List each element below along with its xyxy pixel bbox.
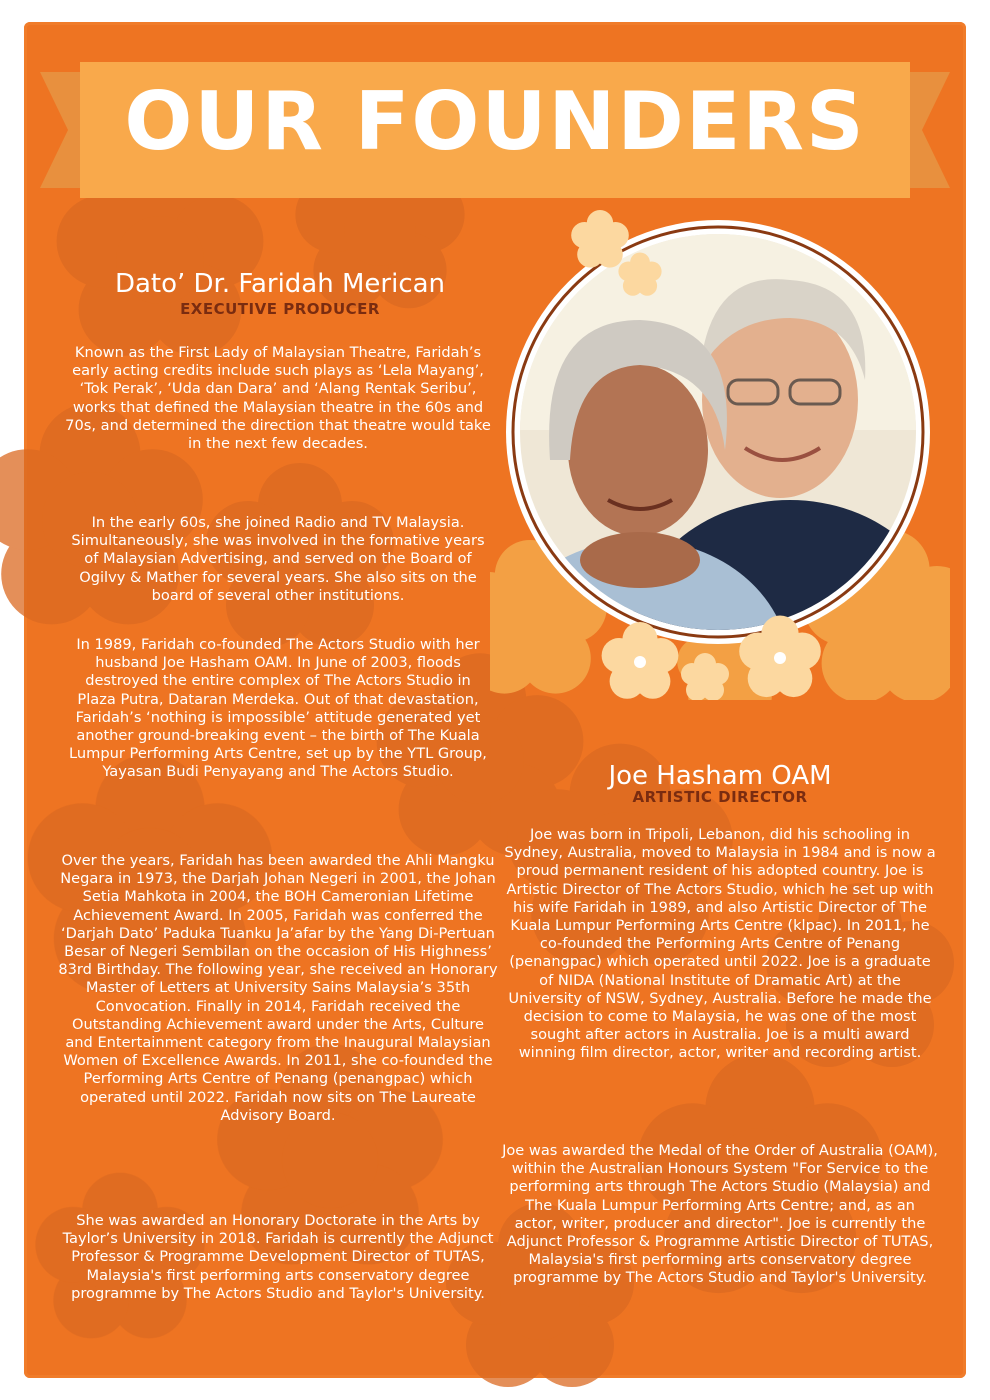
founder-1-role: EXECUTIVE PRODUCER — [180, 300, 380, 318]
founder-1-paragraph-5: She was awarded an Honorary Doctorate in the Arts by Taylor’s University in 2018. Faridah is currently the Adjunct Professor & Programme Development Director of TUTAS, Malaysia's first performing arts conservatory degree programme by The Actors Studio and Taylor's University. — [62, 1212, 494, 1302]
founder-1-paragraph-2: In the early 60s, she joined Radio and TV Malaysia. Simultaneously, she was involved in the formative years of Malaysian Advertising, and served on the Board of Ogilvy & Mather for several years. She also sits on the board of several other institutions. — [71, 514, 485, 604]
founder-2-paragraph-2: Joe was awarded the Medal of the Order of Australia (OAM), within the Australian Honours System "For Service to the performing arts through The Actors Studio (Malaysia) and The Kuala Lumpur Performing Arts Centre; and, as an actor, writer, producer and director". Joe is currently the Adjunct Professor & Programme Artistic Director of TUTAS, Malaysia's first performing arts conservatory degree programme by The Actors Studio and Taylor's University. — [502, 1142, 938, 1287]
founders-portrait-photo — [490, 200, 950, 700]
founder-1-name: Dato’ Dr. Faridah Merican — [114, 269, 446, 299]
founder-2-role: ARTISTIC DIRECTOR — [632, 788, 808, 806]
founder-1-paragraph-1: Known as the First Lady of Malaysian Theatre, Faridah’s early acting credits include such plays as ‘Lela Mayang’, ‘Tok Perak’, ‘Uda dan Dara’ and ‘Alang Rentak Seribu’, works that defined the Malaysian theatre in the 60s and 70s, and determined the direction that theatre would take in the next few decades. — [65, 344, 491, 453]
founder-2-name: Joe Hasham OAM — [608, 761, 832, 791]
founder-1-paragraph-4: Over the years, Faridah has been awarded the Ahli Mangku Negara in 1973, the Darjah Johan Negeri in 2001, the Johan Setia Mahkota in 2004, the BOH Cameronian Lifetime Achievement Award. In 2005, Faridah was conferred the ‘Darjah Dato’ Paduka Tuanku Ja’afar by the Yang Di-Pertuan Besar of Negeri Sembilan on the occasion of His Highness’ 83rd Birthday. The following year, she received an Honorary Master of Letters at University Sains Malaysia’s 35th Convocation. Finally in 2014, Faridah received the Outstanding Achievement award under the Arts, Culture and Entertainment category from the Inaugural Malaysian Women of Excellence Awards. In 2011, she co-founded the Performing Arts Centre of Penang (penangpac) which operated until 2022. Faridah now sits on The Laureate Advisory Board. — [58, 852, 498, 1124]
page-title: OUR FOUNDERS — [124, 75, 866, 168]
founder-2-paragraph-1: Joe was born in Tripoli, Lebanon, did his schooling in Sydney, Australia, moved to Malaysia in 1984 and is now a proud permanent resident of his adopted country. Joe is Artistic Director of The Actors Studio, which he set up with his wife Faridah in 1989, and also Artistic Director of The Kuala Lumpur Performing Arts Centre (klpac). In 2011, he co-founded the Performing Arts Centre of Penang (penangpac) which operated until 2022. Joe is a graduate of NIDA (National Institute of Dramatic Art) at the University of NSW, Sydney, Australia. Before he made the decision to come to Malaysia, he was one of the most sought after actors in Australia. Joe is a multi award winning film director, actor, writer and recording artist. — [504, 826, 936, 1062]
founder-1-paragraph-3: In 1989, Faridah co-founded The Actors Studio with her husband Joe Hasham OAM. In June of 2003, floods destroyed the entire complex of The Actors Studio in Plaza Putra, Dataran Merdeka. Out of that devastation, Faridah’s ‘nothing is impossible’ attitude generated yet another ground-breaking event – the birth of The Kuala Lumpur Performing Arts Centre, set up by the YTL Group, Yayasan Budi Penyayang and The Actors Studio. — [69, 636, 487, 781]
